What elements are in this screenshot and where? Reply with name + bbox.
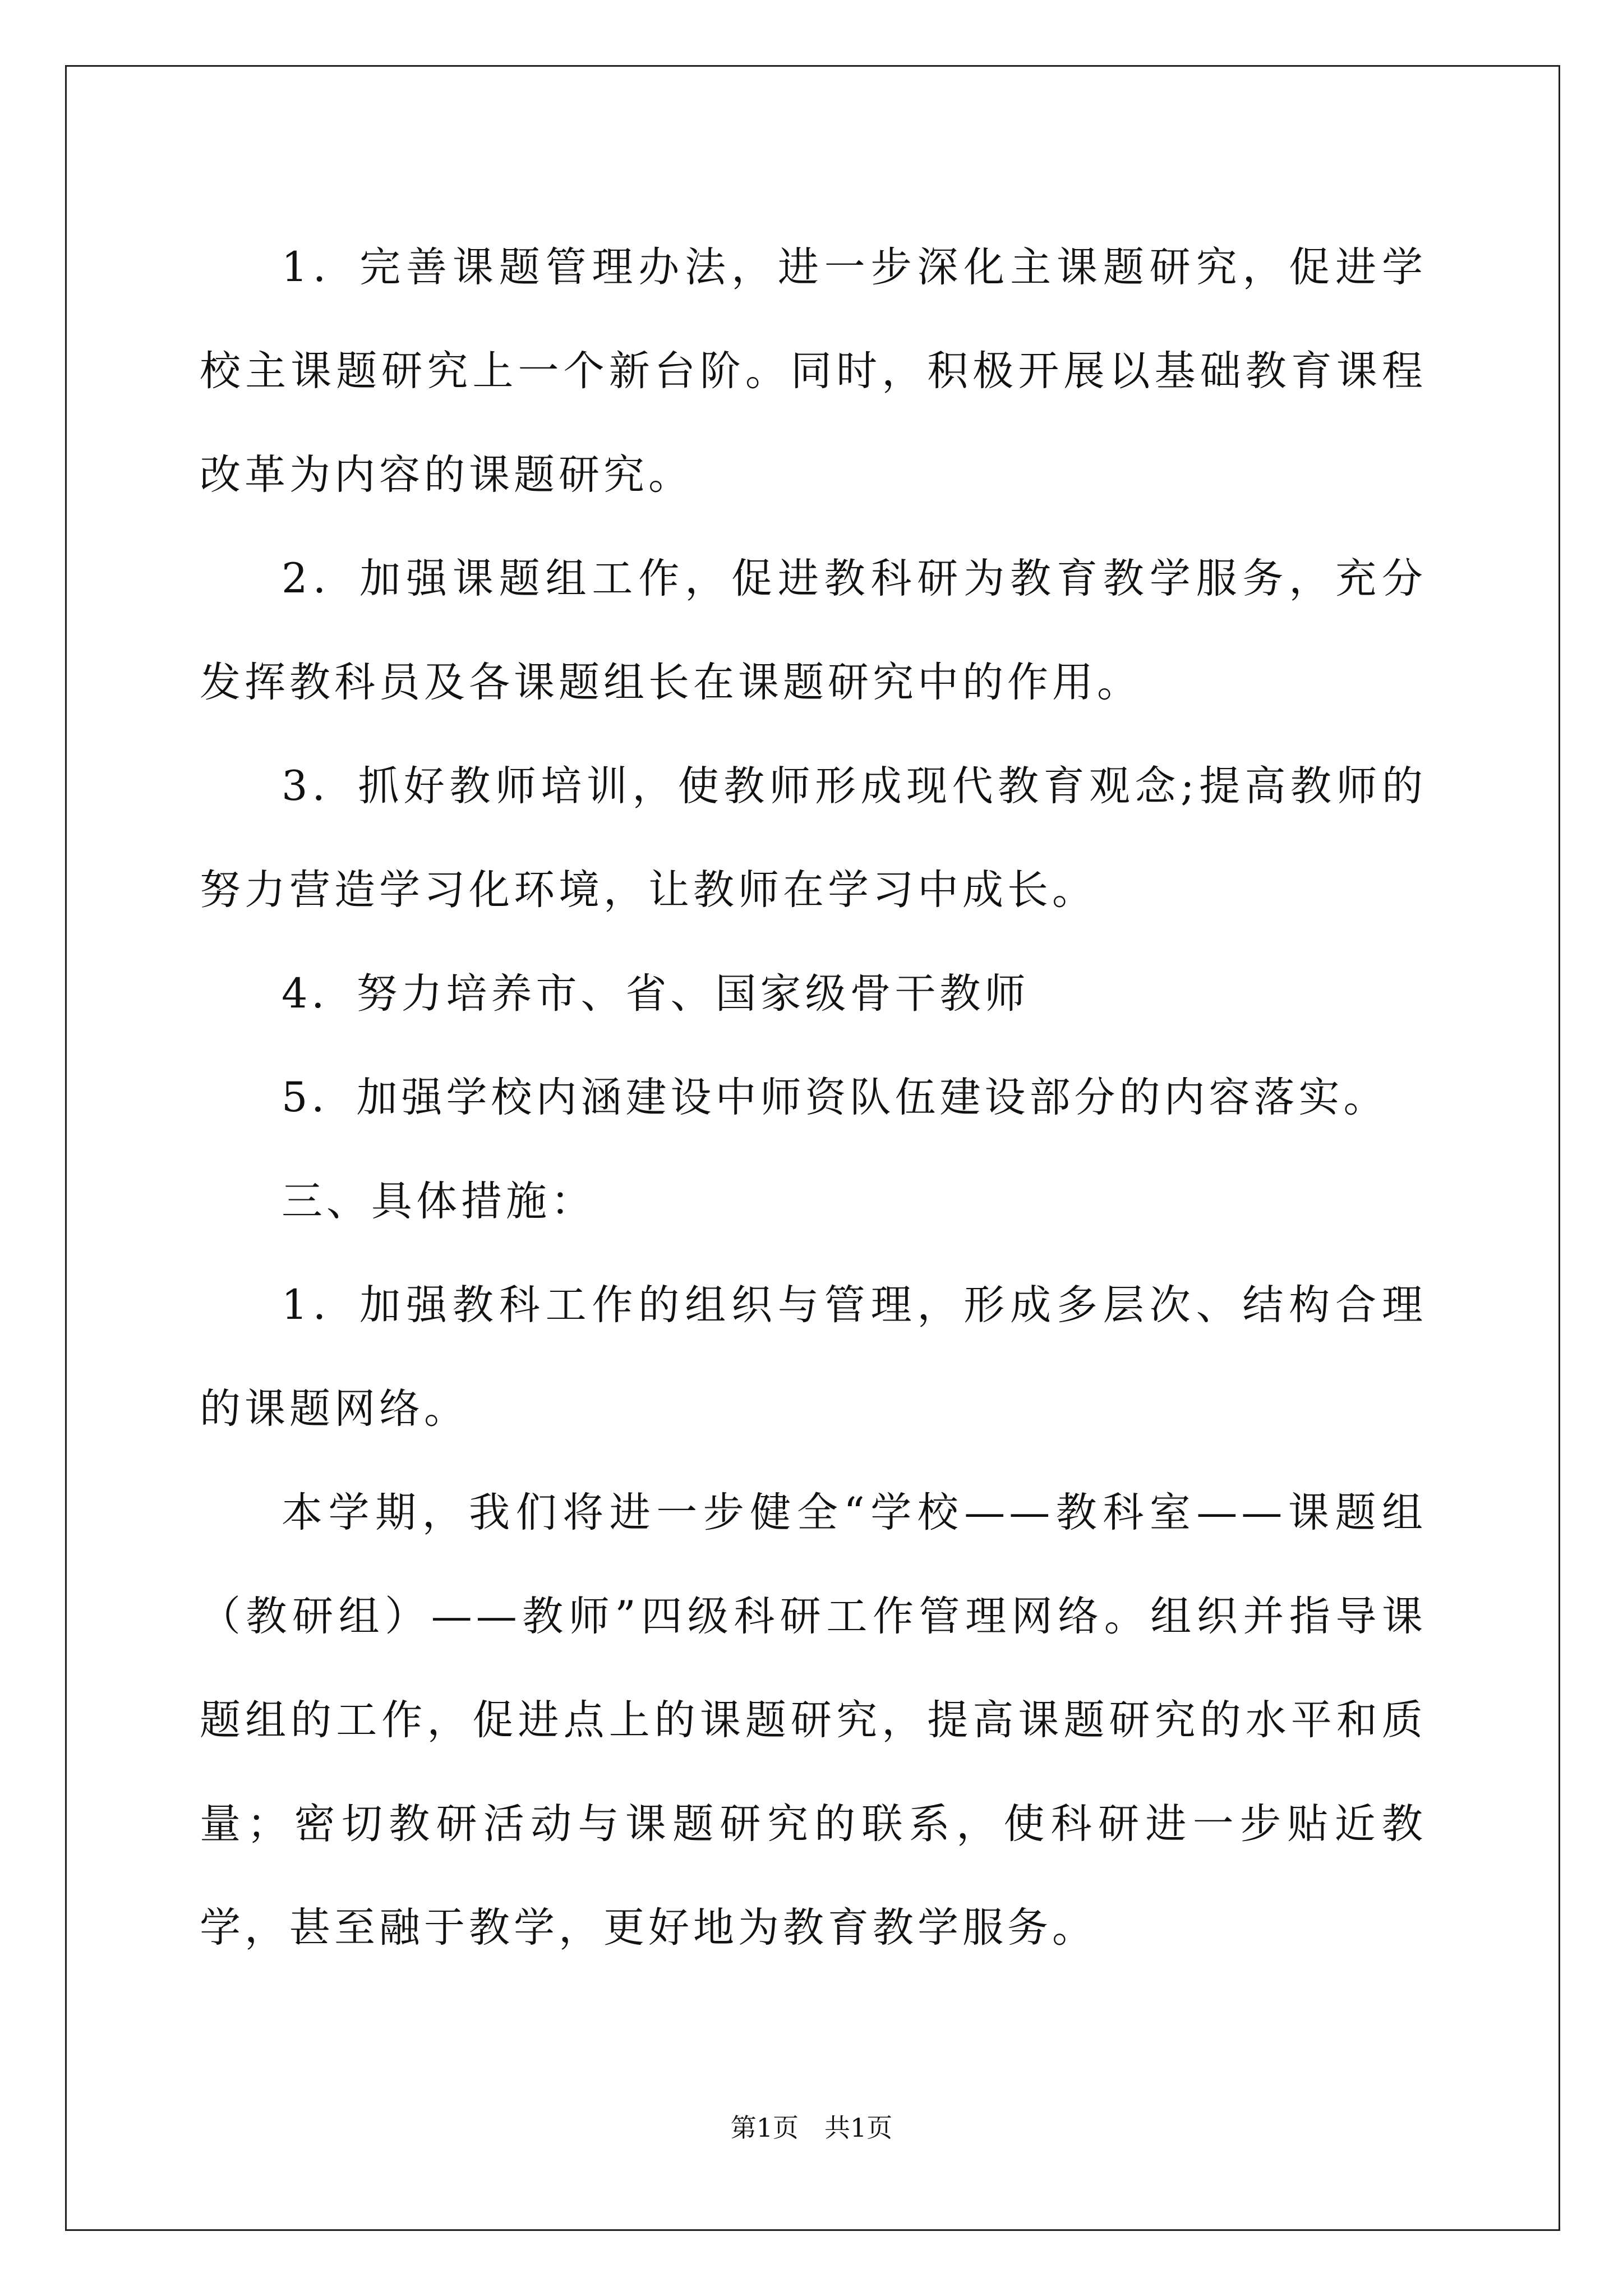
paragraph-1: 1．完善课题管理办法，进一步深化主课题研究，促进学校主课题研究上一个新台阶。同时，积极开展以基础教育课程改革为内容的课题研究。 [200, 243, 1427, 499]
document-body [200, 215, 1427, 1980]
paragraph-2: 2．加强课题组工作，促进教科研为教育教学服务，充分发挥教科员及各课题组长在课题研究中的作用。 [200, 555, 1427, 706]
paragraph-4: 4．努力培养市、省、国家级骨干教师 [282, 970, 1030, 1018]
page-number-footer: 第1页 共1页 [730, 2113, 893, 2143]
paragraph-6: 1．加强教科工作的组织与管理，形成多层次、结构合理的课题网络。 [200, 1281, 1427, 1433]
paragraph-7: 本学期，我们将进一步健全“学校——教科室——课题组（教研组）——教师”四级科研工作管理网络。组织并指导课题组的工作，促进点上的课题研究，提高课题研究的水平和质量；密切教研活动与课题研究的联系，使科研进一步贴近教学，甚至融于教学，更好地为教育教学服务。 [200, 1489, 1427, 1952]
paragraph-5: 5．加强学校内涵建设中师资队伍建设部分的内容落实。 [282, 1074, 1389, 1121]
paragraph-3: 3．抓好教师培训，使教师形成现代教育观念;提高教师的努力营造学习化环境，让教师在学习中成长。 [200, 762, 1427, 914]
section-heading-measures: 三、具体措施： [282, 1177, 596, 1225]
